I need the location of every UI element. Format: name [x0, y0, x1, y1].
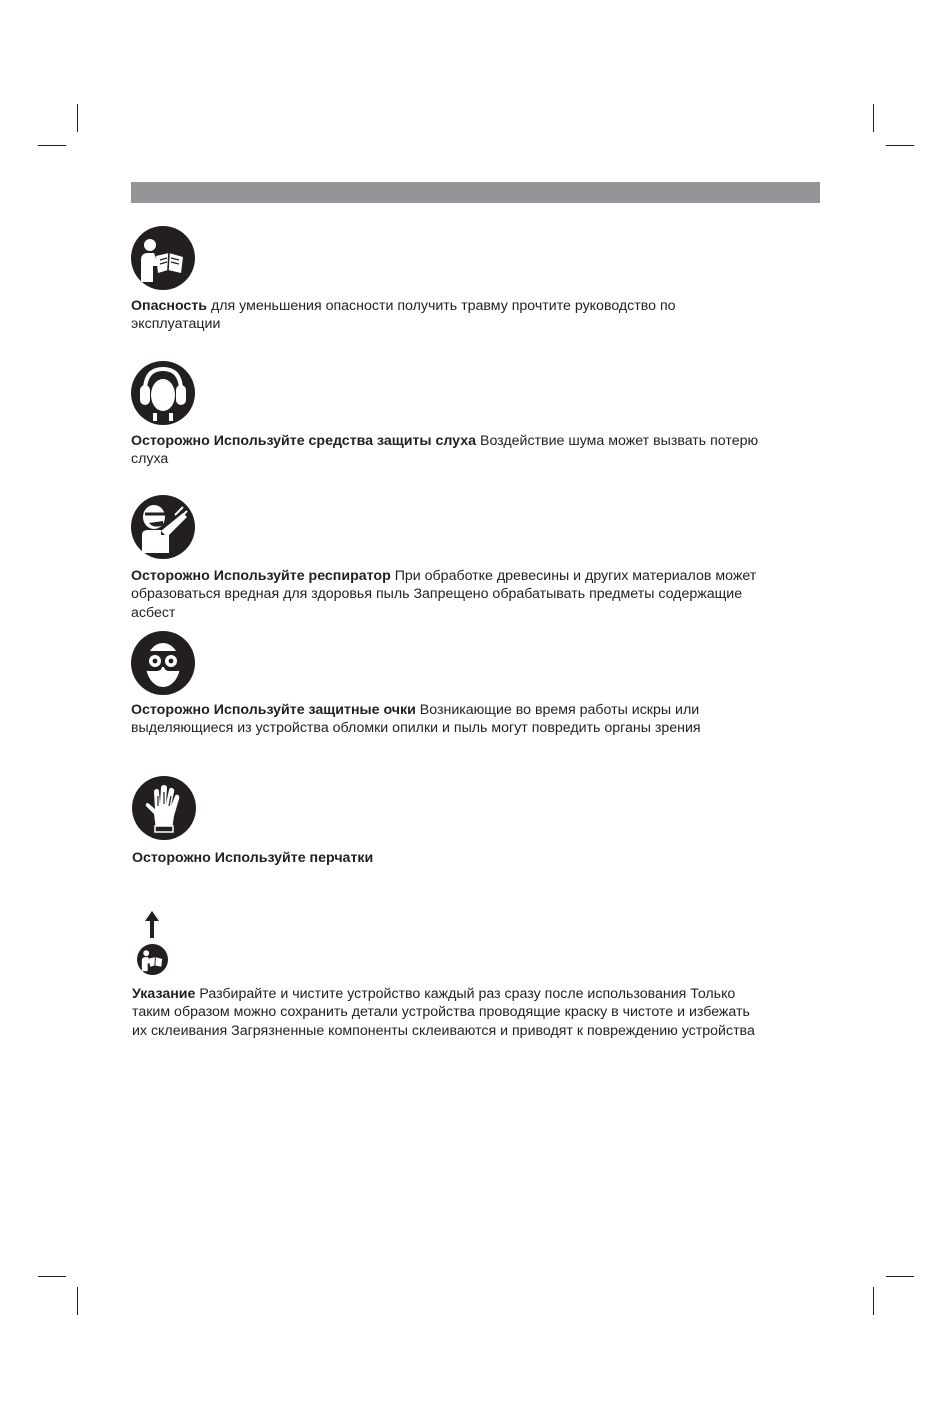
crop-mark — [77, 1287, 78, 1315]
warning-text — [131, 297, 831, 334]
crop-mark — [77, 104, 78, 132]
crop-mark — [38, 1276, 66, 1277]
warning-heading: Используйте средства защиты слуха — [213, 433, 477, 449]
warning-label: Опасность — [131, 298, 207, 314]
warning-label: Осторожно — [131, 702, 210, 718]
safety-glasses-icon — [131, 631, 195, 695]
warning-body: Воздействие шума может вызвать потерю слуха — [131, 433, 759, 468]
read-manual-icon — [131, 226, 195, 290]
warning-heading: Используйте респиратор — [213, 568, 391, 584]
warning-text — [131, 567, 831, 622]
warning-label: Осторожно — [131, 568, 210, 584]
warning-text — [131, 701, 831, 738]
note-label: Указание — [132, 986, 196, 1002]
warning-body: При обработке древесины и других материалов может образоваться вредная для здоровья пыль Запрещено обрабатывать предметы содержащие асбест — [131, 568, 757, 621]
note-text — [132, 985, 832, 1040]
respirator-icon — [131, 495, 195, 559]
note-body: Разбирайте и чистите устройство каждый раз сразу после использования Только таким образом можно сохранить детали устройства проводящие краску в чистоте и избежать их склеивания Загрязненные компоненты склеиваются и приводят к повреждению устройства — [132, 986, 755, 1039]
warning-text — [131, 432, 831, 469]
warning-heading: Используйте защитные очки — [213, 702, 416, 718]
warning-label: Осторожно — [131, 433, 210, 449]
warning-body: Возникающие во время работы искры или выделяющиеся из устройства обломки опилки и пыль могут повредить органы зрения — [131, 702, 701, 737]
crop-mark — [886, 145, 914, 146]
crop-mark — [886, 1276, 914, 1277]
hearing-protection-icon — [131, 361, 195, 425]
warning-heading: Используйте перчатки — [214, 850, 374, 866]
read-manual-icon — [137, 944, 168, 975]
section-header-bar — [131, 182, 820, 203]
warning-label: Осторожно — [132, 850, 211, 866]
gloves-icon — [132, 776, 196, 840]
arrow-up-icon — [145, 911, 159, 938]
crop-mark — [38, 145, 66, 146]
warning-body: для уменьшения опасности получить травму прочтите руководство по эксплуатации — [131, 298, 676, 333]
warning-text — [132, 849, 832, 867]
crop-mark — [873, 104, 874, 132]
crop-mark — [873, 1287, 874, 1315]
